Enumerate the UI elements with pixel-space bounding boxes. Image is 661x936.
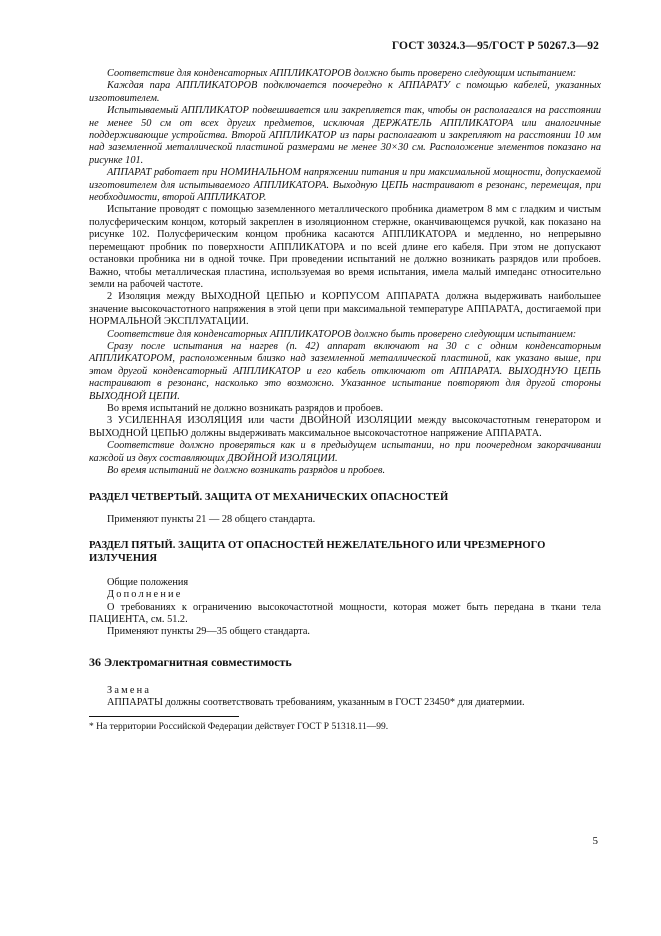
paragraph: 3 УСИЛЕННАЯ ИЗОЛЯЦИЯ или части ДВОЙНОЙ ИЗОЛЯЦИИ между высокочастотным генератором и ВЫХОДНОЙ ЦЕПЬЮ должны выдерживать максимальное высокочастотное напряжение АППАРАТА. xyxy=(89,415,601,439)
paragraph: Испытание проводят с помощью заземленного металлического пробника диаметром 8 мм с гладким и чистым полусферическим концом, который закреплен в изоляционном стержне, оканчивающемся ручкой, как показано на рисунке 102. Полусферическим концом пробника касаются АППЛИКАТОРА и медленно, но непрерывно перемещают пробник по поверхности АППЛИКАТОРА и по всей длине его кабеля. При этом не допускают остановки пробника ни в одной точке. При проведении испытаний не должно возникать разрядов или пробоев. Важно, чтобы металлическая пластина, используемая во время испытания, имела малый импеданс относительно земли на рабочей частоте. xyxy=(89,204,601,290)
paragraph: Испытываемый АППЛИКАТОР подвешивается или закрепляется так, чтобы он располагался на расстоянии не менее 50 см от всех других предметов, исключая ДЕРЖАТЕЛЬ АППЛИКАТОРА или аналогичные поддерживающие устройства. Второй АППЛИКАТОР из пары располагают и закрепляют на расстоянии 10 мм над заземленной металлической пластиной размерами не менее 30×30 см. Расположение элементов показано на рисунке 101. xyxy=(89,105,601,166)
section-5-text-2: Применяют пункты 29—35 общего стандарта. xyxy=(107,626,310,638)
paragraph: 2 Изоляция между ВЫХОДНОЙ ЦЕПЬЮ и КОРПУСОМ АППАРАТА должна выдерживать наибольшее значение высокочастотного напряжения в этой цепи при максимальной температуре АППАРАТА, достигаемой при НОРМАЛЬНОЙ ЭКСПЛУАТАЦИИ. xyxy=(89,291,601,328)
body-text xyxy=(89,68,601,733)
paragraph: АППАРАТ работает при НОМИНАЛЬНОМ напряжении питания и при максимальной мощности, допускаемой изготовителем для испытываемого АППЛИКАТОРА. Выходную ЦЕПЬ настраивают в резонанс, перемещая, при необходимости, второй АППЛИКАТОР. xyxy=(89,167,601,204)
paragraph: Во время испытаний не должно возникать разрядов и пробоев. xyxy=(107,465,386,476)
section-5-general: Общие положения xyxy=(107,576,189,588)
paragraph: Каждая пара АППЛИКАТОРОВ подключается поочередно к АППАРАТУ с помощью кабелей, указанных изготовителем. xyxy=(89,80,601,104)
paragraph: Соответствие для конденсаторных АППЛИКАТОРОВ должно быть проверено следующим испытанием: xyxy=(107,68,577,79)
section-5-addition: Дополнение xyxy=(107,589,183,601)
section-36-text: АППАРАТЫ должны соответствовать требованиям, указанным в ГОСТ 23450* для диатермии. xyxy=(107,697,525,709)
page-number: 5 xyxy=(592,835,598,847)
paragraph: Соответствие должно проверяться как и в предыдущем испытании, но при поочередном закорачивании каждой из двух составляющих ДВОЙНОЙ ИЗОЛЯЦИИ. xyxy=(89,440,601,464)
paragraph: Сразу после испытания на нагрев (п. 42) аппарат включают на 30 с с одним конденсаторным АППЛИКАТОРОМ, расположенным близко над заземленной металлической пластиной, как указано выше, при этом другой конденсаторный АППЛИКАТОР и его кабель отключают от АППАРАТА. ВЫХОДНУЮ ЦЕПЬ настраивают в резонанс, насколько это возможно. Указанное испытание повторяют для другой стороны ВЫХОДНОЙ ЦЕПИ. xyxy=(89,340,601,402)
paragraph: Соответствие для конденсаторных АППЛИКАТОРОВ должно быть проверено следующим испытанием: xyxy=(107,328,577,340)
section-36-title: 36 Электромагнитная совместимость xyxy=(89,654,292,669)
page-header: ГОСТ 30324.3—95/ГОСТ Р 50267.3—92 xyxy=(391,40,599,52)
section-5-title: РАЗДЕЛ ПЯТЫЙ. ЗАЩИТА ОТ ОПАСНОСТЕЙ НЕЖЕЛАТЕЛЬНОГО ИЛИ ЧРЕЗМЕРНОГО ИЗЛУЧЕНИЯ xyxy=(89,539,546,564)
section-36-replacement: Замена xyxy=(107,684,152,696)
section-4-title: РАЗДЕЛ ЧЕТВЕРТЫЙ. ЗАЩИТА ОТ МЕХАНИЧЕСКИХ ОПАСНОСТЕЙ xyxy=(89,492,449,504)
paragraph: Во время испытаний не должно возникать разрядов и пробоев. xyxy=(107,402,384,414)
footnote: * На территории Российской Федерации действует ГОСТ Р 51318.11—99. xyxy=(89,721,389,732)
section-4-text: Применяют пункты 21 — 28 общего стандарта. xyxy=(107,514,316,526)
section-5-text-1: О требованиях к ограничению высокочастотной мощности, которая может быть передана в ткани тела ПАЦИЕНТА, см. 51.2. xyxy=(89,601,601,626)
